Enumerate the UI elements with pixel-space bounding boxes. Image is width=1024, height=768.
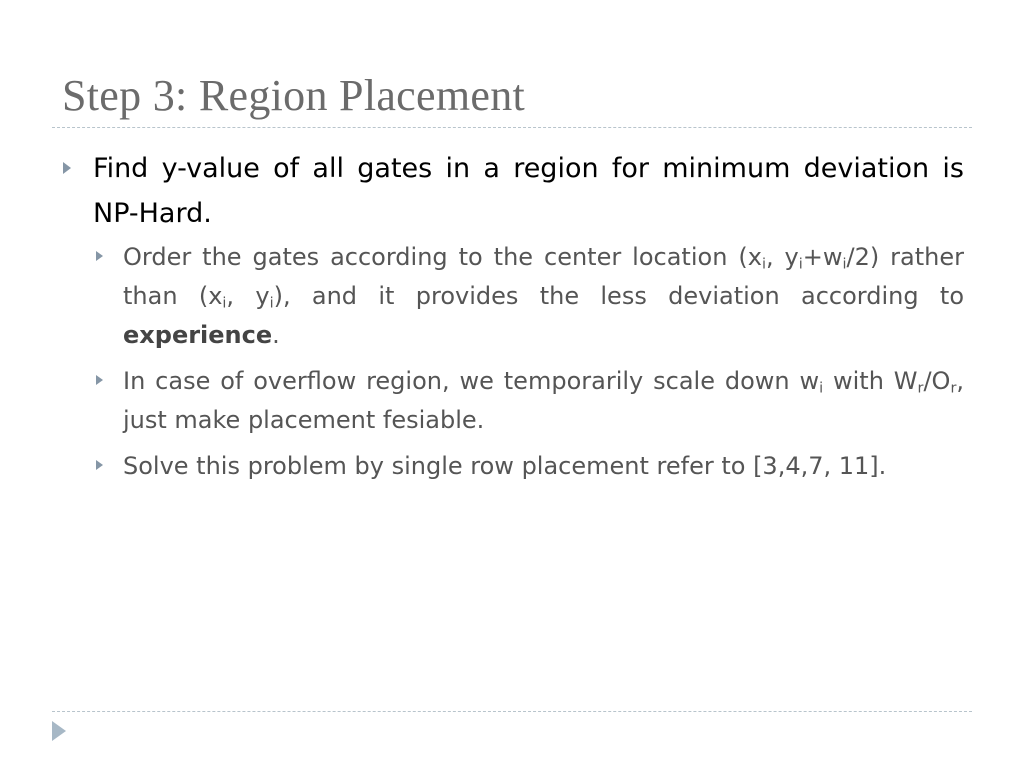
sub-bullet-text: Solve this problem by single row placement refer to [3,4,7, 11]. [123, 452, 887, 480]
footer-divider [52, 711, 972, 712]
triangle-bullet-icon [63, 162, 71, 174]
sub-bullet-item [93, 447, 964, 486]
sub-bullet-item [93, 238, 964, 355]
bullet-item [62, 146, 964, 236]
sub-bullet-item [93, 362, 964, 440]
triangle-bullet-icon [96, 375, 103, 385]
slide-title: Step 3: Region Placement [62, 71, 526, 120]
emphasis-text: experience [123, 321, 273, 349]
sub-bullet-text: In case of overflow region, we temporarily scale down $w_i$ with $W_r/O_r$, just make placement fesiable. [123, 367, 965, 434]
bullet-text: Find y-value of all gates in a region for minimum deviation is NP-Hard. [93, 153, 964, 229]
next-slide-arrow-icon[interactable] [52, 721, 66, 741]
sub-bullet-text: Order the gates according to the center location ($x_i$, $y_i+w_i/2$) rather than ($x_i$, $y_i$), and it provides the less deviation according to experience. [123, 243, 964, 349]
title-divider [52, 127, 972, 128]
triangle-bullet-icon [96, 460, 103, 470]
triangle-bullet-icon [96, 251, 103, 261]
slide-body [62, 146, 964, 493]
